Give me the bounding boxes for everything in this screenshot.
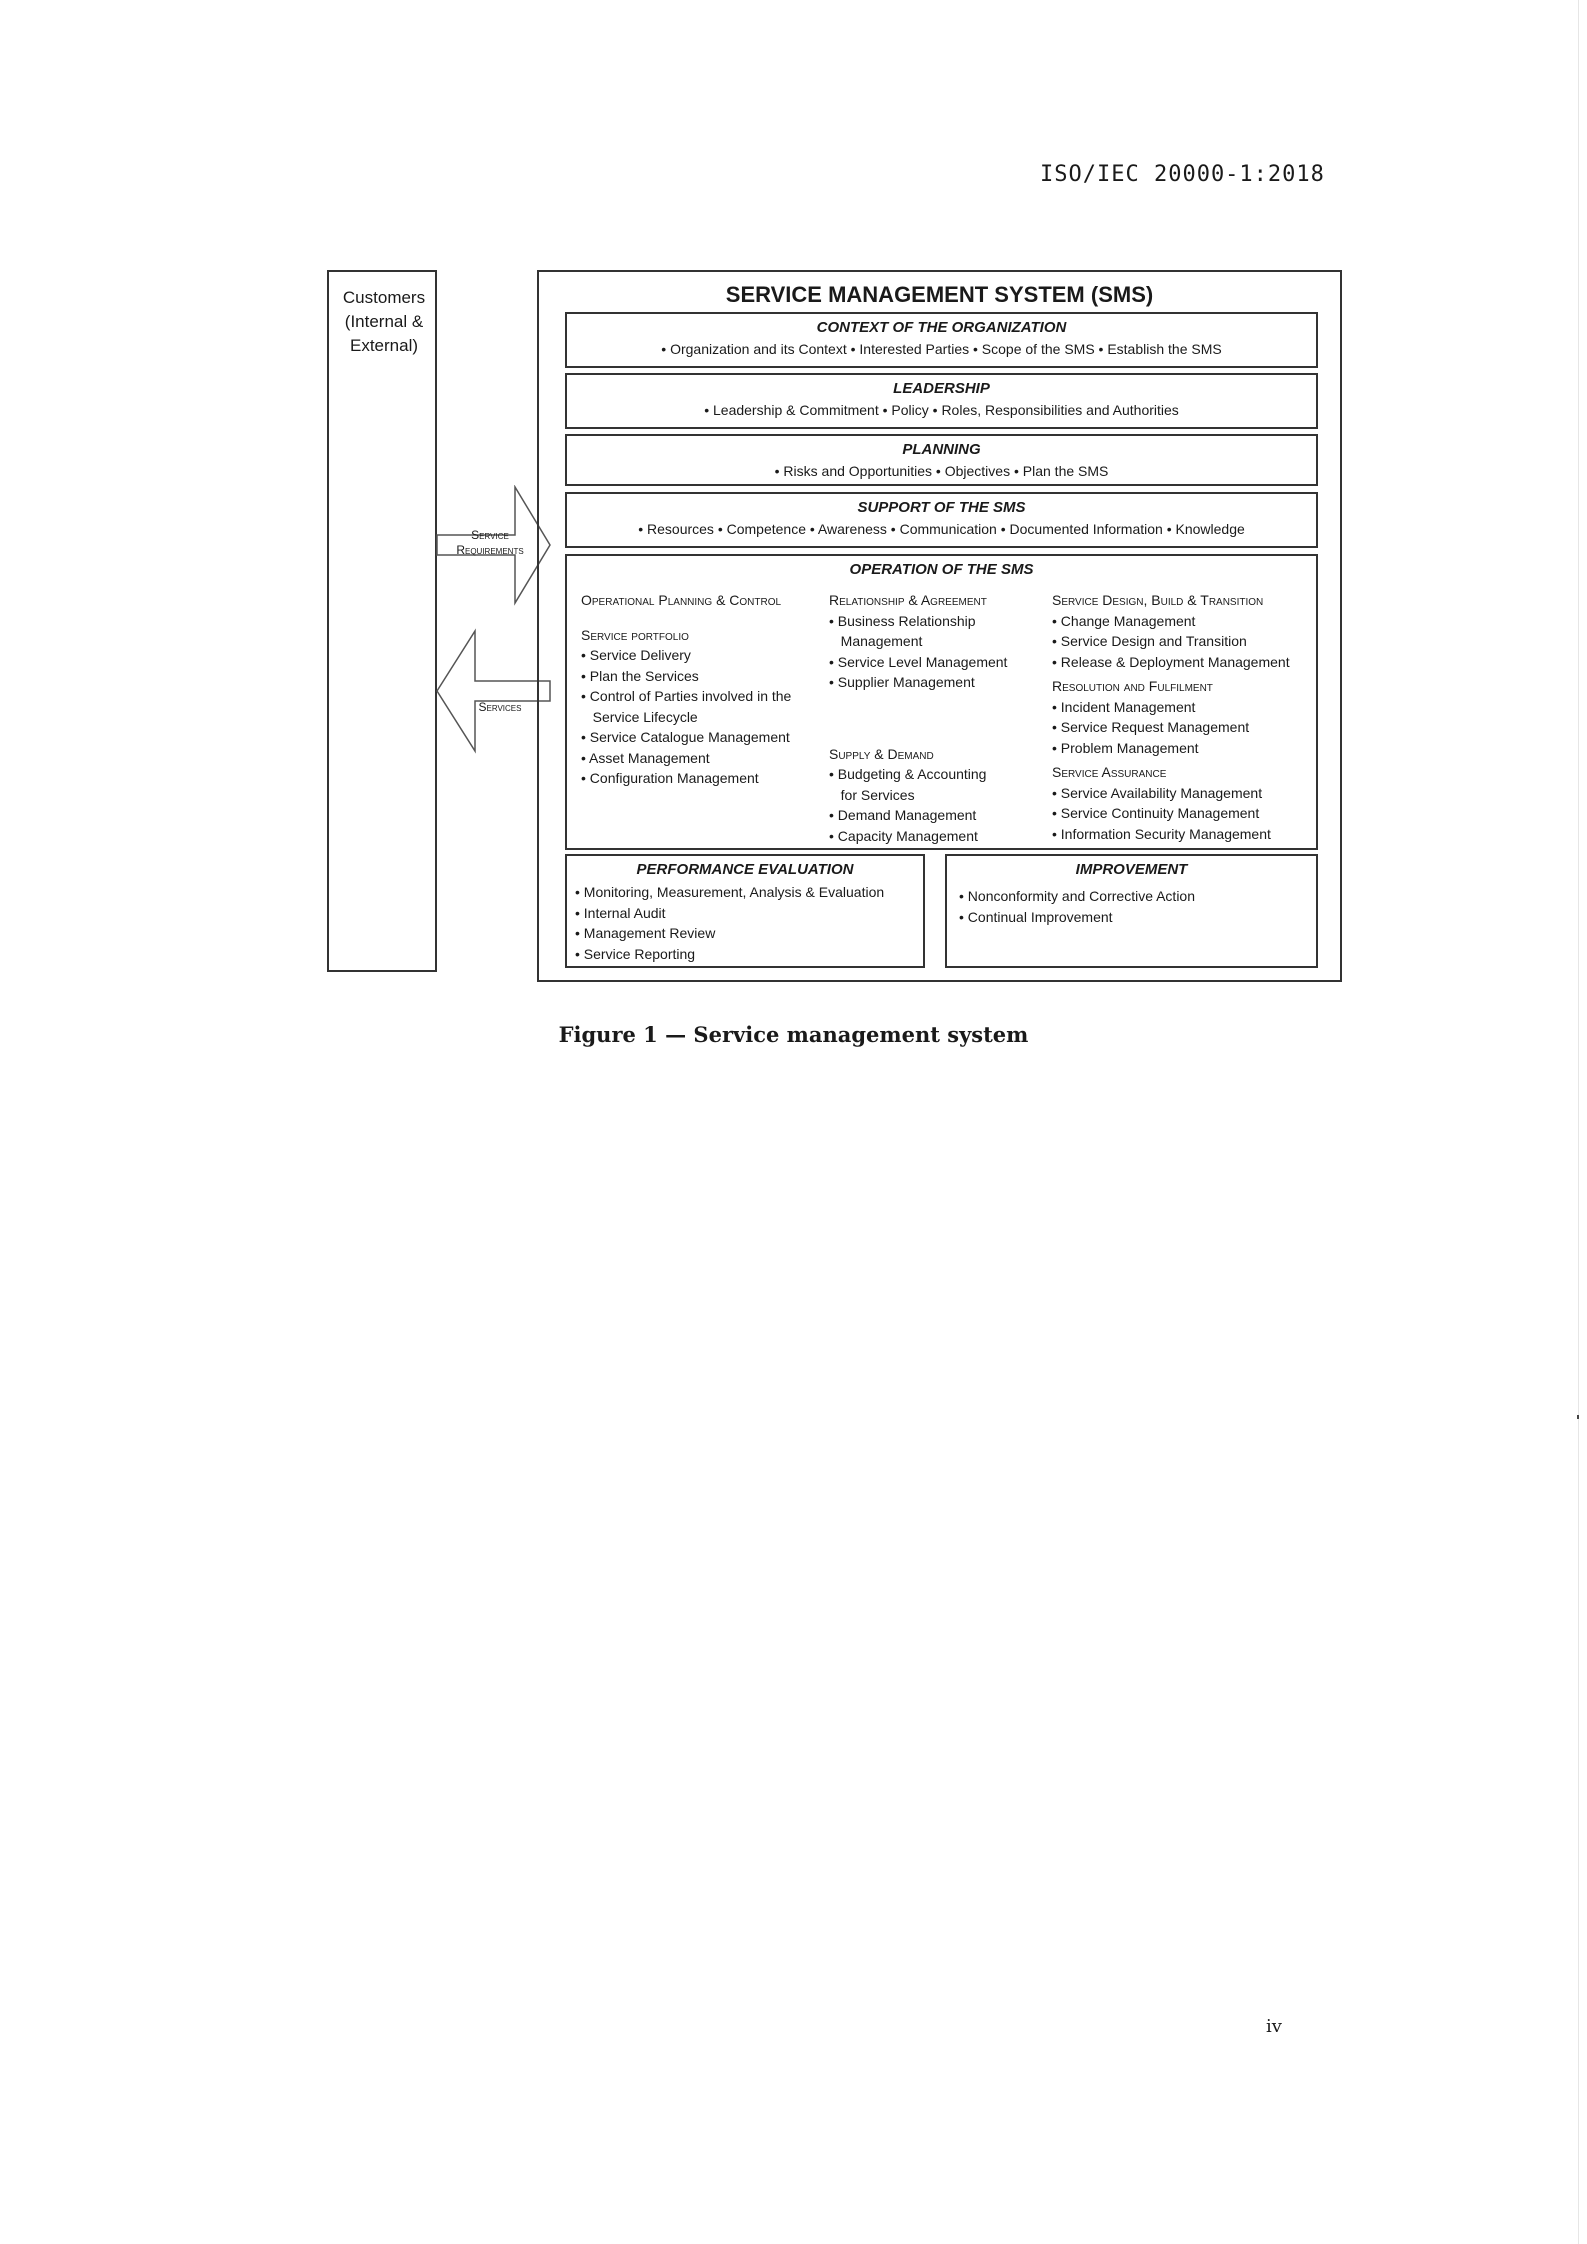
service-requirements-line: Requirements [456,543,524,557]
performance-heading: PERFORMANCE EVALUATION [636,861,854,878]
list-item: • Budgeting & Accounting [829,766,987,782]
support-items: • Resources • Competence • Awareness • Communication • Documented Information • Knowledge [638,521,1245,537]
leadership-heading: LEADERSHIP [893,380,990,397]
list-item: • Problem Management [1052,739,1199,756]
list-item: • Internal Audit [575,904,666,921]
leadership-band [565,373,1318,429]
customers-box [327,270,437,972]
list-item: • Service Request Management [1052,719,1250,735]
list-item: • Service Design and Transition [1052,633,1247,649]
section-heading: Operational Planning & Control [581,592,782,608]
section-heading: Service Design, Build & Transition [1052,592,1264,608]
list-item: • Capacity Management [829,827,978,844]
list-item: • Service Level Management [829,653,1008,670]
list-item: for Services [829,786,915,803]
list-item: • Service Continuity Management [1052,805,1260,821]
services-arrow [437,631,550,751]
list-item: • Monitoring, Measurement, Analysis & Evaluation [575,884,885,900]
list-item: • Release & Deployment Management [1052,653,1290,670]
support-band [565,492,1318,548]
services-label: Services [478,700,522,714]
list-item: • Service Delivery [581,647,691,663]
list-item: • Configuration Management [581,770,759,786]
sms-figure [327,270,1342,982]
customers-line: (Internal & [344,312,424,331]
list-item: • Demand Management [829,807,977,823]
list-item: • Supplier Management [829,674,975,690]
list-item: • Service Catalogue Management [581,729,790,745]
support-heading: SUPPORT OF THE SMS [857,499,1026,516]
improvement-items [959,886,1309,927]
planning-heading: PLANNING [902,441,981,458]
service-requirements-line: Service [471,528,509,542]
context-heading: CONTEXT OF THE ORGANIZATION [816,319,1067,336]
list-item: • Service Availability Management [1052,784,1263,801]
list-item: • Control of Parties involved in the [581,688,792,704]
list-item: • Information Security Management [1052,825,1271,842]
context-items: • Organization and its Context • Interested Parties • Scope of the SMS • Establish the SMS [661,341,1222,357]
operation-col-planning [581,590,826,789]
leadership-items: • Leadership & Commitment • Policy • Roles, Responsibilities and Authorities [704,402,1179,418]
list-item: • Business Relationship [829,612,976,629]
list-item: • Change Management [1052,612,1196,629]
document-header: ISO/IEC 20000-1:2018 [1040,162,1325,187]
list-item: • Continual Improvement [959,908,1113,925]
figure-caption: Figure 1 — Service management system [558,1022,1029,1047]
list-item: • Management Review [575,925,716,941]
list-item: Service Lifecycle [581,708,698,725]
sms-box [537,270,1342,982]
list-item: • Nonconformity and Corrective Action [959,888,1196,904]
customers-label [329,286,439,358]
planning-items: • Risks and Opportunities • Objectives • Plan the SMS [774,463,1109,479]
context-band [565,312,1318,368]
operation-heading: OPERATION OF THE SMS [849,561,1034,578]
performance-band [565,854,925,968]
customers-line: External) [349,336,419,355]
list-item: • Service Reporting [575,945,696,962]
operation-band [565,554,1318,850]
section-heading: Relationship & Agreement [829,592,987,608]
planning-band [565,434,1318,486]
improvement-band [945,854,1318,968]
customers-line: Customers [342,288,426,307]
list-item: • Asset Management [581,749,710,766]
improvement-heading: IMPROVEMENT [1075,861,1188,878]
page-edge [1578,0,1579,2244]
list-item: Management [829,633,923,649]
operation-col-relationship [829,590,1054,846]
sms-title: SERVICE MANAGEMENT SYSTEM (SMS) [725,282,1154,307]
section-heading: Resolution and Fulfilment [1052,678,1213,694]
list-item: • Incident Management [1052,698,1196,715]
service-requirements-label [435,528,545,558]
section-heading: Service portfolio [581,626,689,643]
list-item: • Plan the Services [581,667,699,684]
page-number: iv [1266,2016,1282,2037]
performance-items [575,882,920,964]
scan-mark [1577,1415,1579,1419]
section-heading: Supply & Demand [829,745,934,762]
section-heading: Service Assurance [1052,764,1167,780]
operation-col-design [1052,590,1314,844]
